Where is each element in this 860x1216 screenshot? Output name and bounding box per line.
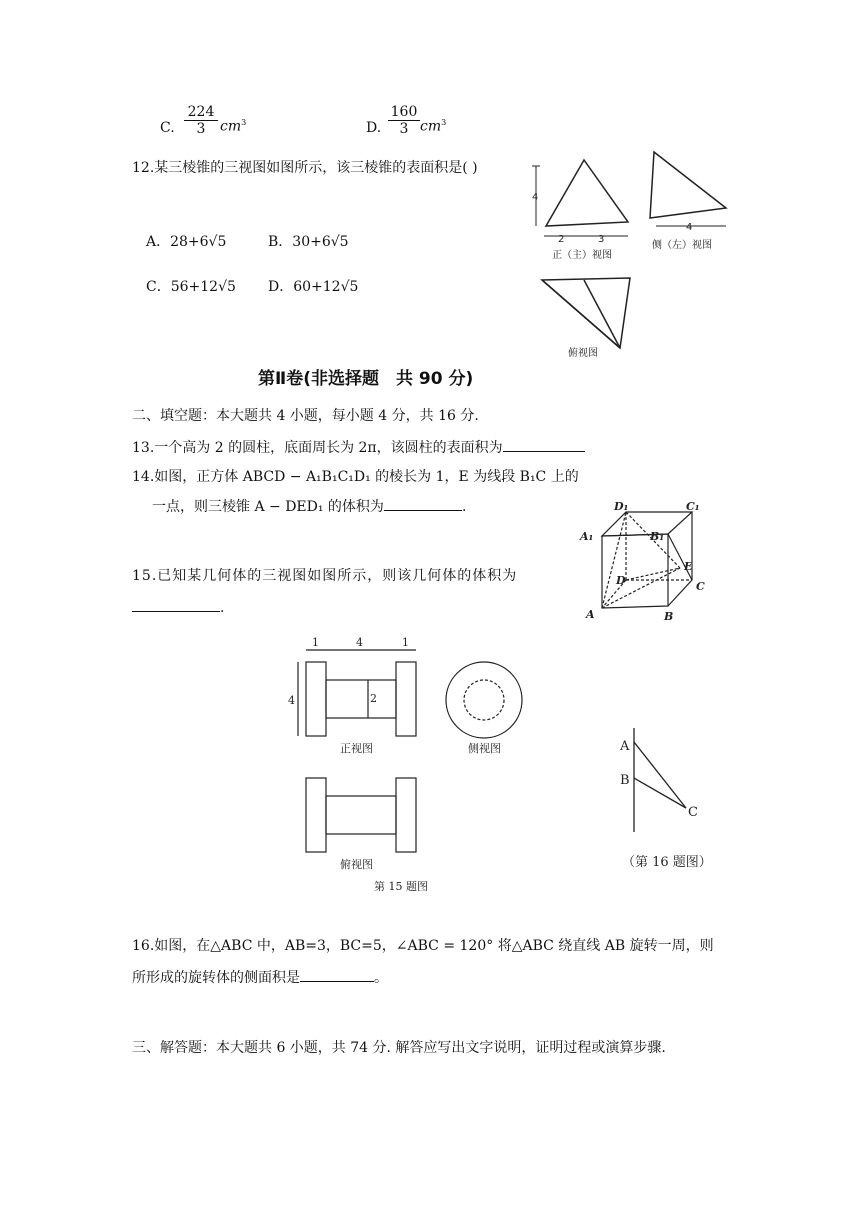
q12-top-label: 俯视图 <box>568 348 598 359</box>
q12-side-triangle <box>650 152 726 218</box>
q12-dim-height: 4 <box>532 192 539 203</box>
q12-option-c: C．56+12√5 <box>146 279 236 295</box>
q16-label-c: C <box>688 805 698 820</box>
q14-answer-blank[interactable] <box>384 510 462 511</box>
q14-label-a: A <box>586 608 595 621</box>
q12-stem: 12.某三棱锥的三视图如图所示，该三棱锥的表面积是( ) <box>132 160 478 176</box>
q15-period: . <box>220 600 225 616</box>
q11-option-c-fraction <box>184 104 218 137</box>
q15-dim-4h: 4 <box>288 694 295 707</box>
q16-label-b: B <box>620 773 630 788</box>
section2-title: 第Ⅱ卷(非选择题 共 90 分) <box>258 369 474 389</box>
q13-stem: 13.一个高为 2 的圆柱，底面周长为 2π，该圆柱的表面积为 <box>132 440 503 456</box>
q12-side-label: 侧（左）视图 <box>652 240 712 251</box>
q16-caption: （第 16 题图） <box>622 855 712 870</box>
q14-period: . <box>461 499 467 515</box>
q11-c-unit-text: cm <box>220 118 242 135</box>
q15-dim-1b: 1 <box>402 636 409 649</box>
q14-label-d1: D₁ <box>614 500 629 513</box>
q11-c-numerator: 224 <box>184 104 218 121</box>
q16-line1: 16.如图，在△ABC 中，AB=3，BC=5，∠ABC = 120° 将△ABC 绕直线 AB 旋转一周，则 <box>132 938 714 954</box>
q14-label-e: E <box>684 560 693 573</box>
q15-answer-blank[interactable] <box>132 611 220 612</box>
q15-text: 15.已知某几何体的三视图如图所示，则该几何体的体积为 <box>132 568 518 584</box>
fill-in-header: 二、填空题：本大题共 4 小题，每小题 4 分，共 16 分. <box>132 408 479 424</box>
q16-figure <box>612 724 732 874</box>
q14-label-c: C <box>696 580 705 593</box>
q14-stem: 一点，则三棱锥 A − DED₁ 的体积为 <box>152 499 384 515</box>
q12-dim-right: 3 <box>598 234 605 245</box>
q13-answer-blank[interactable] <box>503 451 585 452</box>
q15-dim-2: 2 <box>370 692 377 705</box>
q11-option-d-letter: D. <box>366 120 382 136</box>
q15-three-view-figure <box>284 630 544 896</box>
q14-label-a1: A₁ <box>580 530 594 543</box>
q15-dim-4w: 4 <box>356 636 363 649</box>
q14-line2 <box>152 497 466 517</box>
answer-section-header: 三、解答题：本大题共 6 小题，共 74 分. 解答应写出文字说明，证明过程或演算步骤. <box>132 1040 666 1056</box>
q15-top-label: 俯视图 <box>340 858 373 871</box>
q11-d-unit <box>420 118 446 135</box>
q12-front-label: 正（主）视图 <box>552 250 612 261</box>
q12-dim-left: 2 <box>558 234 565 245</box>
q11-d-denominator: 3 <box>399 121 409 137</box>
q11-option-d-fraction <box>388 104 420 137</box>
q12-option-a: A．28+6√5 <box>146 234 227 250</box>
q11-c-unit-exp: 3 <box>241 118 247 127</box>
q16-answer-blank[interactable] <box>300 981 374 982</box>
q14-label-d: D <box>616 574 626 587</box>
q15-line2 <box>132 598 224 618</box>
q12-three-view-figure <box>524 146 738 362</box>
q11-c-denominator: 3 <box>196 121 206 137</box>
q13-text <box>132 438 585 458</box>
q11-option-c-letter: C. <box>160 120 175 136</box>
q11-d-unit-exp: 3 <box>441 118 447 127</box>
q15-caption: 第 15 题图 <box>374 880 428 893</box>
q12-front-triangle <box>546 160 628 226</box>
q12-dim-side: 4 <box>686 222 693 233</box>
q16-line2 <box>132 968 388 988</box>
q14-label-b: B <box>664 610 674 622</box>
q16-end: 。 <box>374 970 388 986</box>
q12-top-outline <box>542 278 630 348</box>
q14-cube-figure <box>576 500 710 622</box>
q14-label-c1: C₁ <box>686 500 700 513</box>
q15-side-label: 侧视图 <box>468 742 501 755</box>
q15-front-label: 正视图 <box>340 742 373 755</box>
q14-label-b1: B₁ <box>650 530 665 543</box>
q11-d-numerator: 160 <box>388 104 420 121</box>
q11-c-unit <box>220 118 246 135</box>
q12-option-b: B．30+6√5 <box>268 234 349 250</box>
q14-line1: 14.如图，正方体 ABCD − A₁B₁C₁D₁ 的棱长为 1，E 为线段 B₁C 上的 <box>132 469 579 485</box>
q12-option-d: D．60+12√5 <box>268 279 359 295</box>
q15-dim-1a: 1 <box>312 636 319 649</box>
q16-stem: 所形成的旋转体的侧面积是 <box>132 970 300 986</box>
q11-d-unit-text: cm <box>420 118 442 135</box>
q16-label-a: A <box>620 739 630 754</box>
